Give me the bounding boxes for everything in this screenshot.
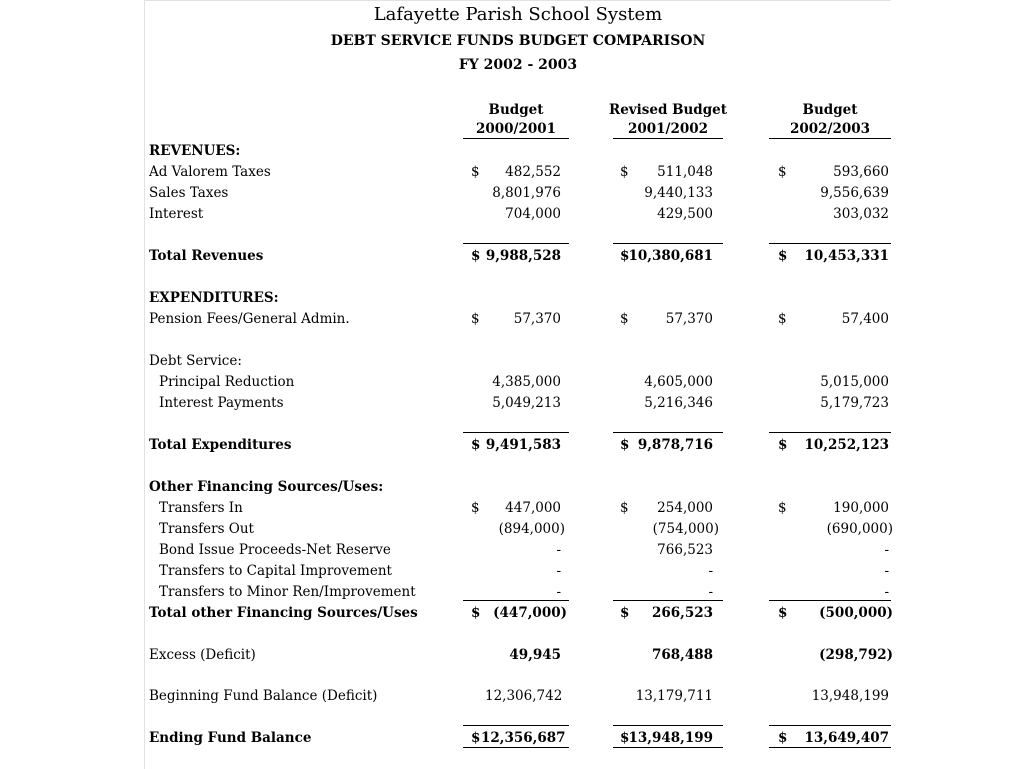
total-other-financing-value: (447,000) <box>493 605 567 621</box>
row-value: 5,179,723 <box>820 395 889 411</box>
row-label: Transfers Out <box>159 521 254 537</box>
total-other-financing-value: (500,000) <box>819 605 893 621</box>
subtotal-rule <box>613 600 723 601</box>
excess-value: 768,488 <box>651 647 713 663</box>
row-label: Beginning Fund Balance (Deficit) <box>149 688 378 704</box>
row-value: 9,556,639 <box>820 185 889 201</box>
row-value: 4,605,000 <box>644 374 713 390</box>
debt-service-heading: Debt Service: <box>149 353 242 369</box>
row-value: 5,049,213 <box>492 395 561 411</box>
col3-header-rule <box>769 138 891 139</box>
col1-header-rule <box>463 138 569 139</box>
subtotal-rule <box>613 432 723 433</box>
dollar-sign: $ <box>620 605 630 621</box>
dollar-sign: $ <box>778 730 788 746</box>
dollar-sign: $ <box>778 605 788 621</box>
dollar-sign: $ <box>471 437 481 453</box>
row-label: Transfers to Capital Improvement <box>159 563 392 579</box>
org-title: Lafayette Parish School System <box>373 4 663 25</box>
dollar-sign: $ <box>778 248 788 264</box>
row-value: (690,000) <box>826 521 893 537</box>
row-value: 766,523 <box>657 542 713 558</box>
row-value: 13,179,711 <box>635 688 713 704</box>
row-label: Ad Valorem Taxes <box>149 164 271 180</box>
budget-sheet <box>144 0 891 769</box>
row-value: 704,000 <box>505 206 561 222</box>
col1-header-top: Budget <box>488 102 544 118</box>
row-value: 482,552 <box>505 164 561 180</box>
row-label: Bond Issue Proceeds-Net Reserve <box>159 542 391 558</box>
col2-header-rule <box>613 138 723 139</box>
dollar-sign: $ <box>471 730 481 746</box>
row-value: 9,440,133 <box>644 185 713 201</box>
dollar-sign: $ <box>620 311 629 327</box>
expenditures-heading: EXPENDITURES: <box>149 290 279 306</box>
subtotal-rule <box>613 243 723 244</box>
total-expenditures-label: Total Expenditures <box>149 437 292 453</box>
subtotal-rule <box>769 243 891 244</box>
row-label: Transfers to Minor Ren/Improvement <box>159 584 416 600</box>
row-value: 13,948,199 <box>811 688 889 704</box>
row-value: 5,015,000 <box>820 374 889 390</box>
subtotal-rule <box>463 600 569 601</box>
dollar-sign: $ <box>620 248 630 264</box>
row-value: (754,000) <box>652 521 719 537</box>
row-value: - <box>556 542 561 558</box>
dollar-sign: $ <box>471 605 481 621</box>
subtotal-rule <box>769 432 891 433</box>
col3-header-top: Budget <box>802 102 858 118</box>
excess-value: 49,945 <box>509 647 561 663</box>
dollar-sign: $ <box>471 248 481 264</box>
row-value: 5,216,346 <box>644 395 713 411</box>
row-value: 57,370 <box>513 311 561 327</box>
dollar-sign: $ <box>778 437 788 453</box>
row-label: Excess (Deficit) <box>149 647 256 663</box>
row-value: 429,500 <box>657 206 713 222</box>
dollar-sign: $ <box>471 311 480 327</box>
row-value: 447,000 <box>505 500 561 516</box>
total-rule <box>463 725 569 726</box>
row-value: 593,660 <box>833 164 889 180</box>
ending-fund-balance-value: 13,649,407 <box>804 730 889 746</box>
row-value: 57,370 <box>665 311 713 327</box>
double-underline <box>769 747 891 748</box>
dollar-sign: $ <box>778 500 787 516</box>
subtotal-rule <box>769 600 891 601</box>
row-value: (894,000) <box>498 521 565 537</box>
dollar-sign: $ <box>778 311 787 327</box>
total-other-financing-value: 266,523 <box>651 605 713 621</box>
row-value: 12,306,742 <box>485 688 563 704</box>
row-label: Interest Payments <box>159 395 284 411</box>
row-value: 190,000 <box>833 500 889 516</box>
double-underline <box>613 747 723 748</box>
total-rule <box>613 725 723 726</box>
total-other-financing-label: Total other Financing Sources/Uses <box>149 605 418 621</box>
total-revenues-value: 9,988,528 <box>485 248 561 264</box>
row-value: - <box>556 584 561 600</box>
row-value: 511,048 <box>657 164 713 180</box>
dollar-sign: $ <box>471 164 480 180</box>
dollar-sign: $ <box>620 730 630 746</box>
row-label: Interest <box>149 206 204 222</box>
row-value: - <box>556 563 561 579</box>
row-value: - <box>708 563 713 579</box>
double-underline <box>463 747 569 748</box>
row-label: Pension Fees/General Admin. <box>149 311 350 327</box>
subtotal-rule <box>463 243 569 244</box>
row-value: - <box>884 563 889 579</box>
report-title: DEBT SERVICE FUNDS BUDGET COMPARISON <box>330 33 706 49</box>
total-expenditures-value: 9,878,716 <box>637 437 713 453</box>
row-value: 254,000 <box>657 500 713 516</box>
row-value: - <box>884 542 889 558</box>
revenues-heading: REVENUES: <box>149 143 241 159</box>
total-revenues-label: Total Revenues <box>149 248 264 264</box>
dollar-sign: $ <box>471 500 480 516</box>
fiscal-year: FY 2002 - 2003 <box>458 57 578 73</box>
ending-fund-balance-value: 13,948,199 <box>628 730 713 746</box>
col2-header-bottom: 2001/2002 <box>627 121 709 137</box>
dollar-sign: $ <box>778 164 787 180</box>
excess-value: (298,792) <box>819 647 893 663</box>
col2-header-top: Revised Budget <box>608 102 728 118</box>
total-revenues-value: 10,380,681 <box>628 248 713 264</box>
row-value: 303,032 <box>833 206 889 222</box>
dollar-sign: $ <box>620 437 630 453</box>
row-value: 4,385,000 <box>492 374 561 390</box>
ending-fund-balance-label: Ending Fund Balance <box>149 730 312 746</box>
total-expenditures-value: 9,491,583 <box>485 437 561 453</box>
dollar-sign: $ <box>620 500 629 516</box>
row-label: Transfers In <box>159 500 243 516</box>
dollar-sign: $ <box>620 164 629 180</box>
total-revenues-value: 10,453,331 <box>804 248 889 264</box>
subtotal-rule <box>463 432 569 433</box>
col1-header-bottom: 2000/2001 <box>475 121 557 137</box>
row-label: Sales Taxes <box>149 185 229 201</box>
row-value: 57,400 <box>841 311 889 327</box>
col3-header-bottom: 2002/2003 <box>789 121 871 137</box>
row-value: - <box>884 584 889 600</box>
total-rule <box>769 725 891 726</box>
row-label: Principal Reduction <box>159 374 295 390</box>
row-value: - <box>708 584 713 600</box>
other-financing-heading: Other Financing Sources/Uses: <box>149 479 384 495</box>
ending-fund-balance-value: 12,356,687 <box>481 730 566 746</box>
row-value: 8,801,976 <box>492 185 561 201</box>
total-expenditures-value: 10,252,123 <box>804 437 889 453</box>
